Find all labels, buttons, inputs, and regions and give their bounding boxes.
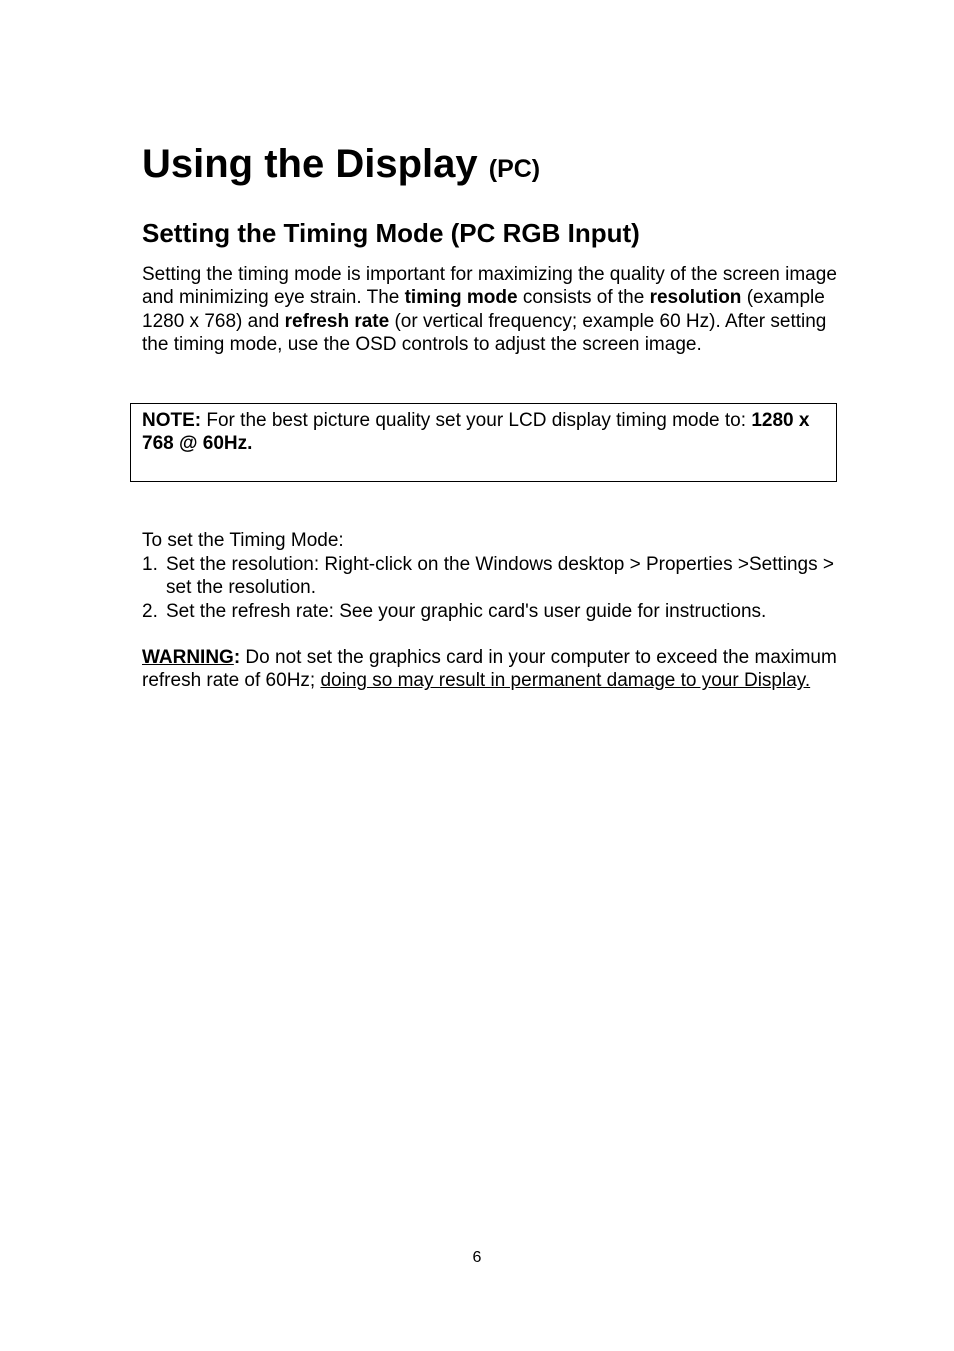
steps-list (142, 553, 842, 623)
intro-paragraph (142, 263, 842, 356)
intro-text-1: Setting the timing mode is important for maximizing the quality of the screen image and minimizing eye strain. The (142, 264, 837, 309)
page-title-suffix: (PC) (488, 155, 541, 183)
warning-colon: : (233, 647, 241, 668)
term-resolution: resolution (649, 287, 742, 309)
warning-underlined-text: doing so may result in permanent damage to your Display. (320, 670, 811, 692)
list-item-text: Set the refresh rate: See your graphic card's user guide for instructions. (166, 600, 767, 622)
warning-text: Do not set the graphics card in your computer to exceed the maximum refresh rate of 60Hz; (142, 647, 837, 692)
page-title-main: Using the Display (142, 142, 478, 186)
term-timing-mode: timing mode (404, 287, 518, 309)
page-title (142, 138, 540, 195)
page-number: 6 (472, 1249, 482, 1266)
list-item-number: 2. (142, 600, 158, 622)
warning-label: WARNING (142, 647, 234, 668)
note-box (130, 403, 837, 482)
warning-paragraph (142, 646, 842, 693)
intro-text-3: (example 1280 x 768) and (142, 287, 825, 332)
intro-text-2: consists of the (517, 287, 650, 309)
term-refresh-rate: refresh rate (284, 310, 390, 332)
note-label: NOTE: (142, 410, 202, 431)
note-body: For the best picture quality set your LCD display timing mode to: (201, 410, 752, 431)
note-value: 1280 x 768 @ 60Hz. (142, 410, 810, 455)
list-item-text: Set the resolution: Right-click on the Windows desktop > Properties >Settings > set the resolution. (166, 554, 834, 599)
steps-intro: To set the Timing Mode: (142, 530, 344, 551)
list-item-number: 1. (142, 554, 158, 575)
list-item (142, 600, 842, 623)
list-item (142, 553, 842, 600)
section-heading: Setting the Timing Mode (PC RGB Input) (142, 218, 640, 248)
intro-text-4: (or vertical frequency; example 60 Hz). After setting the timing mode, use the OSD controls to adjust the screen image. (142, 310, 827, 355)
note-text (142, 409, 822, 456)
